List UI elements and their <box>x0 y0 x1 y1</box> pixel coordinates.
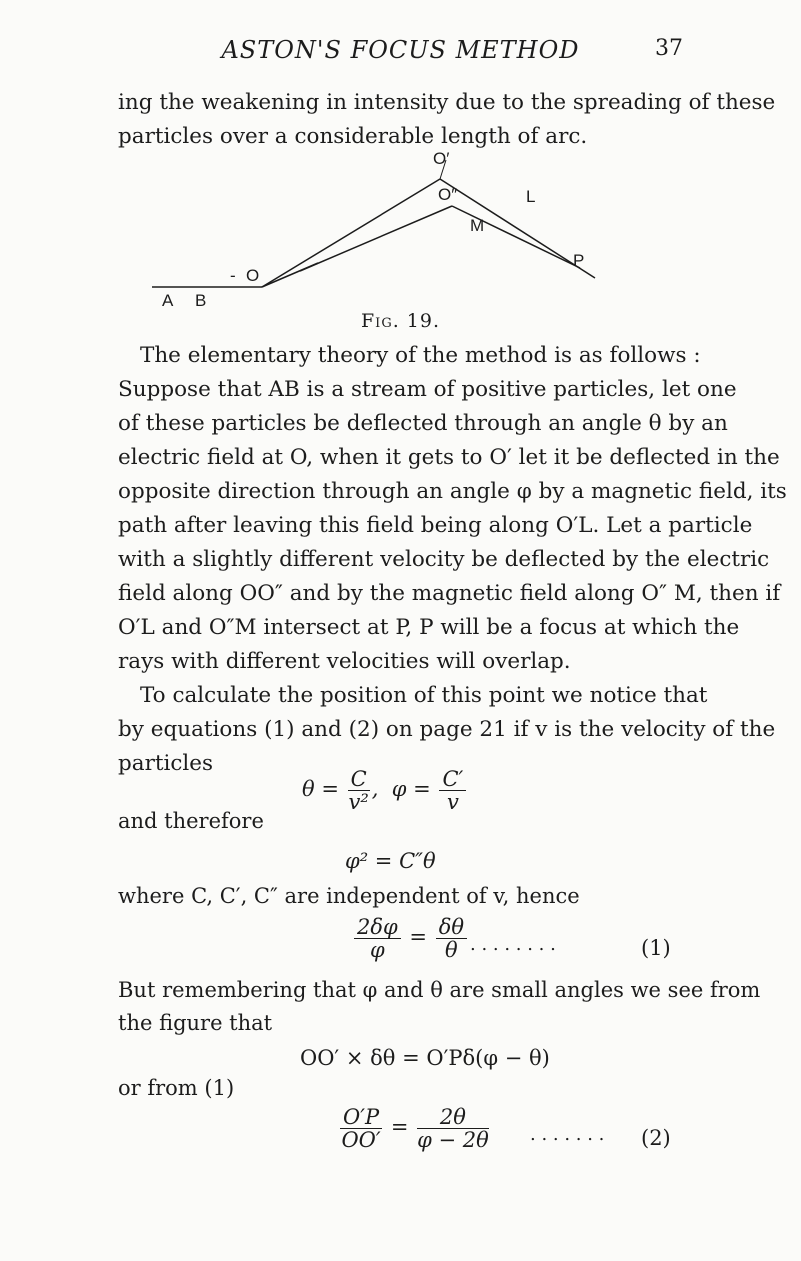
label-o-dash: - <box>230 266 236 285</box>
body-line-13: particles <box>118 751 214 776</box>
but-line-2: the figure that <box>118 1011 273 1035</box>
page-number: 37 <box>655 36 683 61</box>
label-o: O <box>246 266 260 285</box>
running-head <box>0 36 801 66</box>
body-line-6: path after leaving this field being along O′L. Let a particle <box>118 513 753 538</box>
equation-theta-phi: θ = $\frac{C}{\text{v²}}$ , φ = $\frac{C'}{v}$ <box>302 768 468 813</box>
body-line-1: The elementary theory of the method is as follows : <box>140 343 701 368</box>
figure-19-diagram <box>150 146 610 311</box>
equation-2-dots: . . . . . . . <box>530 1124 605 1145</box>
equation-oo-prime: OO′ × δθ = O′Pδ(φ − θ) <box>300 1046 550 1070</box>
equation-1: $\frac{2\delta\varphi}{\varphi}$ = $\frac{\delta\theta}{\theta}$ <box>352 916 469 961</box>
figure-caption: Fig. 19. <box>361 310 440 332</box>
equation-1-tag: (1) <box>641 936 671 960</box>
body-line-8: field along OO″ and by the magnetic field along O″ M, then if <box>118 581 781 606</box>
label-l: L <box>526 187 536 206</box>
running-title: ASTON'S FOCUS METHOD <box>221 36 580 64</box>
body-line-3: of these particles be deflected through an angle θ by an <box>118 411 728 436</box>
and-therefore-text: and therefore <box>118 809 264 833</box>
body-line-5: opposite direction through an angle φ by a magnetic field, its <box>118 479 787 504</box>
label-o-prime: O′ <box>433 149 450 168</box>
equation-2-tag: (2) <box>641 1126 671 1150</box>
body-line-10: rays with different velocities will overlap. <box>118 649 571 674</box>
body-paragraph <box>118 339 787 781</box>
label-o-double-prime: O″ <box>438 185 458 204</box>
label-b: B <box>195 291 207 310</box>
where-line: where C, C′, C″ are independent of v, hence <box>118 884 580 908</box>
label-m: M <box>470 216 485 235</box>
body-line-2: Suppose that AB is a stream of positive particles, let one <box>118 377 737 402</box>
equation-phi-squared: φ² = C″θ <box>345 849 436 873</box>
body-line-4: electric field at O, when it gets to O′ let it be deflected in the <box>118 445 780 470</box>
equation-2: $\frac{O'P}{OO'}$ = $\frac{2\theta}{\varphi - 2\theta}$ <box>341 1105 489 1152</box>
equation-1-dots: . . . . . . . . <box>470 934 556 955</box>
body-line-12: by equations (1) and (2) on page 21 if v is the velocity of the <box>118 717 776 742</box>
intro-line-1: ing the weakening in intensity due to the spreading of these <box>118 90 776 115</box>
intro-line-2: particles over a considerable length of arc. <box>118 124 588 149</box>
label-p: P <box>573 251 585 270</box>
or-from-text: or from (1) <box>118 1076 235 1100</box>
but-line-1: But remembering that φ and θ are small angles we see from <box>118 978 761 1002</box>
body-line-9: O′L and O″M intersect at P, P will be a focus at which the <box>118 615 740 640</box>
intro-paragraph <box>118 86 776 154</box>
label-a: A <box>162 291 174 310</box>
body-line-7: with a slightly different velocity be deflected by the electric <box>118 547 770 572</box>
body-line-11: To calculate the position of this point we notice that <box>140 683 708 708</box>
